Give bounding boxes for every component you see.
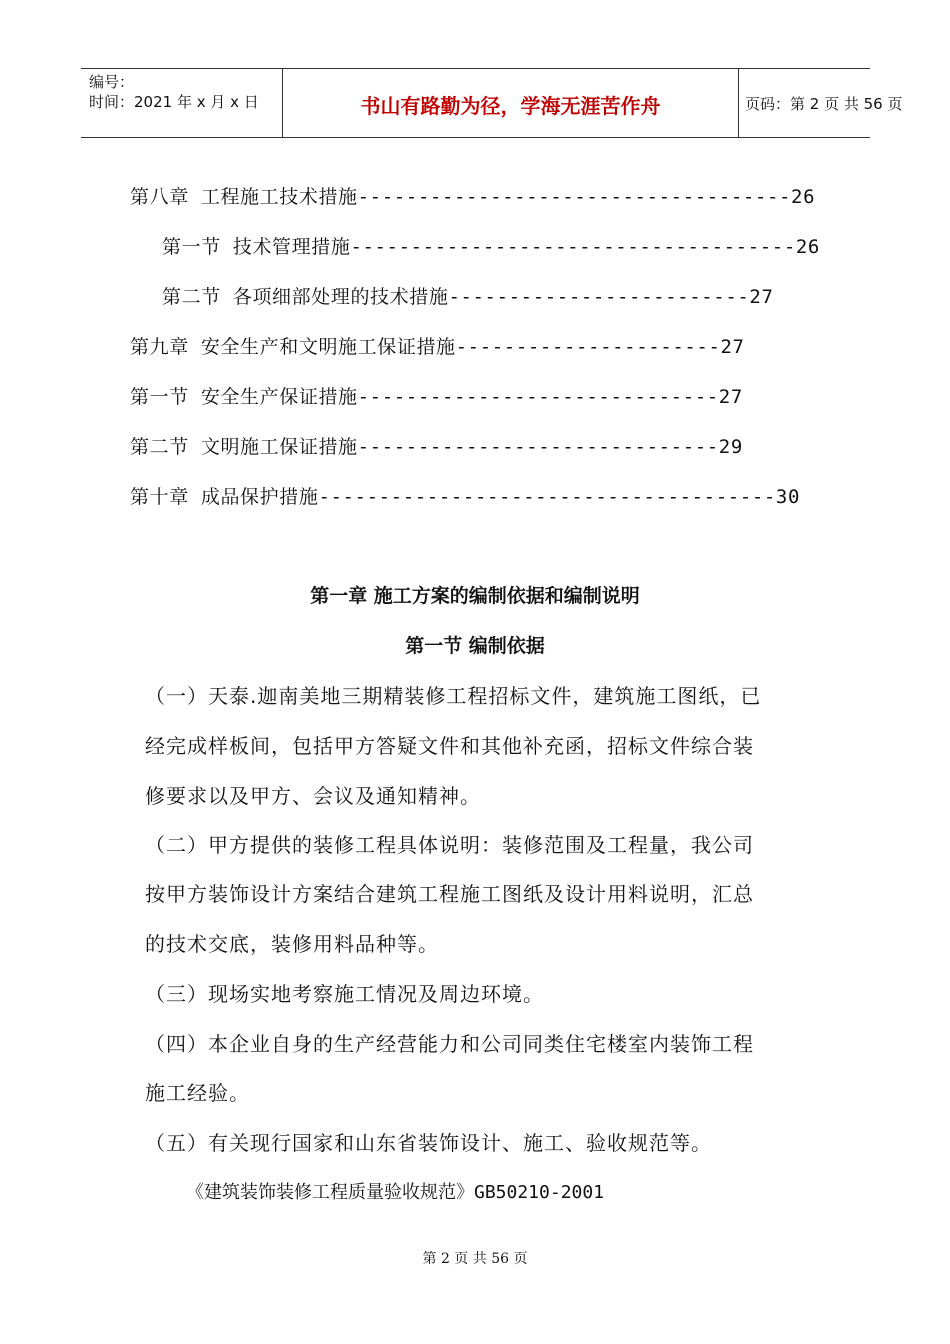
body-line: 修要求以及甲方、会议及通知精神。 <box>145 784 481 808</box>
header-meta-cell <box>81 69 281 137</box>
section-title: 第一节 编制依据 <box>405 635 545 657</box>
document-date-label: 时间：2021 年 x 月 x 日 <box>89 93 259 111</box>
body-line: 施工经验。 <box>145 1081 250 1105</box>
header-page-info: 页码：第 2 页 共 56 页 <box>745 95 903 113</box>
body-line: （三）现场实地考察施工情况及周边环境。 <box>145 982 544 1006</box>
toc-entry-chapter-9: 第九章 安全生产和文明施工保证措施----------------------27 <box>130 336 745 358</box>
body-line: 按甲方装饰设计方案结合建筑工程施工图纸及设计用料说明，汇总 <box>145 882 754 906</box>
body-line: （五）有关现行国家和山东省装饰设计、施工、验收规范等。 <box>145 1131 712 1155</box>
body-line: （四）本企业自身的生产经营能力和公司同类住宅楼室内装饰工程 <box>145 1032 754 1056</box>
reference-standard: 《建筑装饰装修工程质量验收规范》GB50210-2001 <box>186 1182 605 1203</box>
toc-entry-ch8-section-1: 第一节 技术管理措施-------------------------------------26 <box>162 236 820 258</box>
toc-entry-ch9-section-2: 第二节 文明施工保证措施------------------------------29 <box>130 436 743 458</box>
chapter-title: 第一章 施工方案的编制依据和编制说明 <box>310 585 640 607</box>
body-line: 经完成样板间，包括甲方答疑文件和其他补充函，招标文件综合装 <box>145 734 754 758</box>
toc-entry-chapter-10: 第十章 成品保护措施--------------------------------------30 <box>130 486 800 508</box>
toc-entry-ch9-section-1: 第一节 安全生产保证措施------------------------------27 <box>130 386 743 408</box>
toc-entry-chapter-8: 第八章 工程施工技术措施------------------------------------26 <box>130 186 816 208</box>
header-motto-cell <box>282 69 739 137</box>
body-line: （二）甲方提供的装修工程具体说明：装修范围及工程量，我公司 <box>145 833 754 857</box>
body-line: 的技术交底，装修用料品种等。 <box>145 932 439 956</box>
page-footer: 第 2 页 共 56 页 <box>422 1251 528 1267</box>
header-motto: 书山有路勤为径，学海无涯苦作舟 <box>360 94 661 118</box>
document-number-label: 编号： <box>89 73 135 91</box>
toc-entry-ch8-section-2: 第二节 各项细部处理的技术措施-------------------------27 <box>162 286 774 308</box>
header-page-cell <box>739 69 903 137</box>
body-line: （一）天泰.迦南美地三期精装修工程招标文件，建筑施工图纸，已 <box>145 684 762 708</box>
page-header <box>81 68 903 138</box>
